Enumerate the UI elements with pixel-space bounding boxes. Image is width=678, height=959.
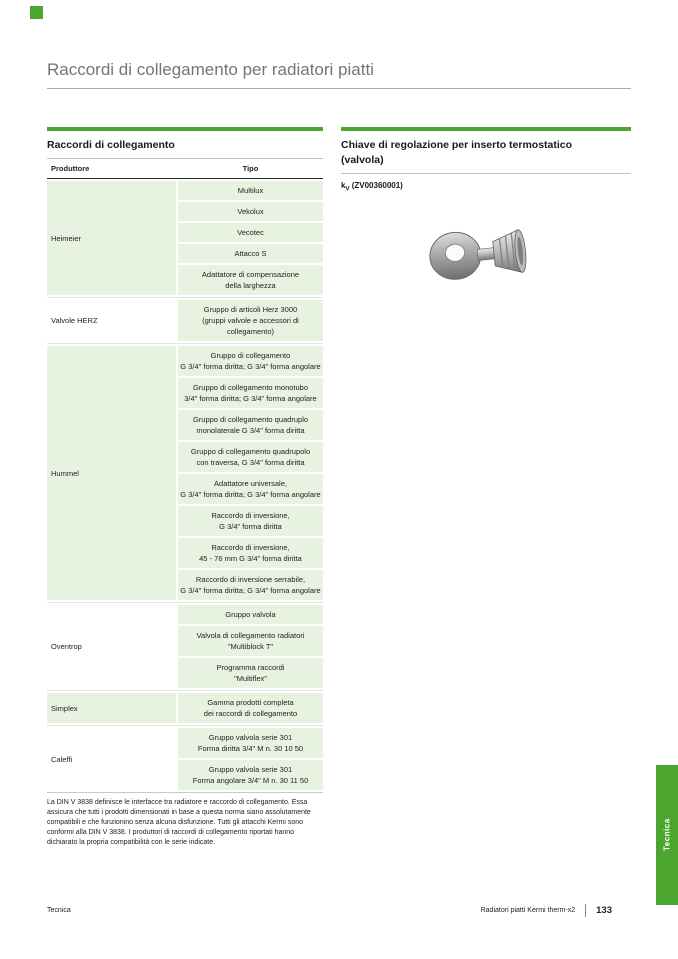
table-header [47, 159, 323, 179]
regulation-key-image [427, 215, 539, 302]
type-cell-line: (gruppi valvole e accessori di collegamento) [202, 316, 299, 336]
type-cell-line: G 3/4" forma diritta; G 3/4" forma angolare [180, 586, 321, 595]
producer-cell: Valvole HERZ [51, 316, 98, 325]
producer-cell: Heimeier [47, 181, 176, 295]
producer-group [47, 602, 323, 690]
type-cell-line: Multilux [237, 186, 264, 195]
type-cell-line: Raccordo di inversione, [211, 543, 290, 552]
type-cell-line: dei raccordi di collegamento [203, 709, 298, 718]
type-cell-line: Vekolux [237, 207, 264, 216]
section-accent-bar [47, 127, 323, 131]
kv-order-code: (ZV00360001) [351, 181, 403, 190]
type-cell-line: Valvola di collegamento radiatori [196, 631, 305, 640]
type-cell-line: Gruppo di collegamento quadruplo [192, 415, 309, 424]
footer-doc-title: Radiatori piatti Kermi therm-x2 [480, 907, 576, 914]
type-cell [178, 265, 323, 295]
type-cell [178, 223, 323, 242]
type-cell-line: 45 - 76 mm G 3/4" forma diritta [199, 554, 302, 563]
table-body [47, 179, 323, 793]
type-cell-line: Gruppo di articoli Herz 3000 [203, 305, 298, 314]
type-cell [178, 346, 323, 376]
key-title-rule [341, 173, 631, 174]
key-title-line2: (valvola) [341, 154, 384, 166]
type-cell-line: Forma diritta 3/4" M n. 30 10 50 [197, 744, 304, 753]
type-cell-line: monolaterale G 3/4" forma diritta [196, 426, 305, 435]
type-cell [178, 506, 323, 536]
type-cell [178, 538, 323, 568]
type-cell [178, 570, 323, 600]
type-cells [178, 728, 323, 792]
producer-cell: Simplex [47, 693, 176, 723]
page-footer [47, 904, 612, 917]
type-cell-line: Raccordo di inversione serrabile, [195, 575, 306, 584]
din-footnote: La DIN V 3838 definisce le interfacce tra radiatore e raccordo di collegamento. Essa assicura che tutti i prodotti dimensionati in base a questa norma siano assolutamente compatibili e che funzionino senza alcuna disfunzione. Tutti gli attacchi Kermi sono conformi alla DIN V 3838. I produttori di raccordi di collegamento riportati hanno dichiarato la propria compatibilità con le serie indicate. [47, 799, 311, 846]
type-cell-line: Gruppo valvola serie 301 [208, 765, 293, 774]
key-section-title [341, 138, 631, 168]
type-cell-line: Gamma prodotti completa [207, 698, 294, 707]
page-title: Raccordi di collegamento per radiatori piatti [47, 60, 374, 79]
type-cell-line: Vecotec [237, 228, 264, 237]
type-cell-line: Programma raccordi [216, 663, 285, 672]
type-cell-line: con traversa, G 3/4" forma diritta [196, 458, 305, 467]
kv-symbol: k [341, 181, 346, 190]
type-cell [178, 244, 323, 263]
kv-code [341, 181, 631, 193]
type-cells [178, 300, 323, 343]
type-cell [178, 442, 323, 472]
type-cell-line: Forma angolare 3/4" M n. 30 11 50 [192, 776, 309, 785]
type-cell-line: G 3/4" forma diritta; G 3/4" forma angolare [180, 362, 321, 371]
type-cell [178, 202, 323, 221]
type-cell-line: "Multiflex" [234, 674, 267, 683]
brand-logo-square [30, 6, 43, 19]
type-cell-line: della larghezza [225, 281, 276, 290]
type-cell-line: Gruppo di collegamento quadrupolo [190, 447, 311, 456]
type-cells [178, 693, 323, 725]
type-cell [178, 410, 323, 440]
type-cell-line: Gruppo valvola [225, 610, 276, 619]
title-divider [47, 88, 631, 89]
type-cell [178, 181, 323, 200]
column-header-tipo: Tipo [242, 164, 259, 173]
type-cell [178, 300, 323, 341]
type-cell [178, 474, 323, 504]
radiator-key-illustration [427, 215, 539, 297]
section-accent-bar [341, 127, 631, 131]
type-cell-line: Gruppo valvola serie 301 [208, 733, 293, 742]
type-cell-line: Adattatore universale, [214, 479, 287, 488]
producer-group [47, 690, 323, 725]
type-cell-line: Attacco S [234, 249, 267, 258]
type-cell-line: Gruppo di collegamento [210, 351, 291, 360]
producer-group [47, 725, 323, 792]
producer-group [47, 181, 323, 297]
table-title: Raccordi di collegamento [47, 139, 175, 151]
connections-table-section [47, 127, 323, 848]
type-cell-line: 3/4" forma diritta; G 3/4" forma angolare [184, 394, 317, 403]
producer-cell: Oventrop [51, 642, 82, 651]
page-number: 133 [596, 905, 612, 916]
footer-right [481, 904, 612, 917]
key-title-line1: Chiave di regolazione per inserto termostatico [341, 139, 573, 151]
type-cell [178, 760, 323, 790]
kv-subscript: V [345, 186, 350, 193]
footer-divider [585, 904, 586, 917]
type-cell [178, 605, 323, 624]
type-cell [178, 658, 323, 688]
producer-cell: Hummel [47, 346, 176, 600]
producer-cell: Caleffi [51, 754, 73, 764]
type-cell [178, 693, 323, 723]
column-header-produttore: Produttore [51, 164, 90, 173]
type-cell-line: Gruppo di collegamento monotubo [192, 383, 309, 392]
type-cell [178, 378, 323, 408]
type-cells [178, 346, 323, 602]
type-cell [178, 626, 323, 656]
type-cell-line: G 3/4" forma diritta; G 3/4" forma angolare [180, 490, 321, 499]
type-cell-line: G 3/4" forma diritta [219, 522, 282, 531]
producer-group [47, 343, 323, 602]
footer-section-label: Tecnica [47, 907, 71, 914]
producer-group [47, 297, 323, 343]
side-tab-tecnica: Tecnica [656, 765, 678, 905]
type-cell-line: Raccordo di inversione, [211, 511, 290, 520]
type-cell [178, 728, 323, 758]
type-cell-line: Adattatore di compensazione [201, 270, 300, 279]
type-cells [178, 605, 323, 690]
type-cell-line: "Multiblock T" [227, 642, 274, 651]
regulation-key-section [341, 127, 631, 302]
type-cells [178, 181, 323, 297]
